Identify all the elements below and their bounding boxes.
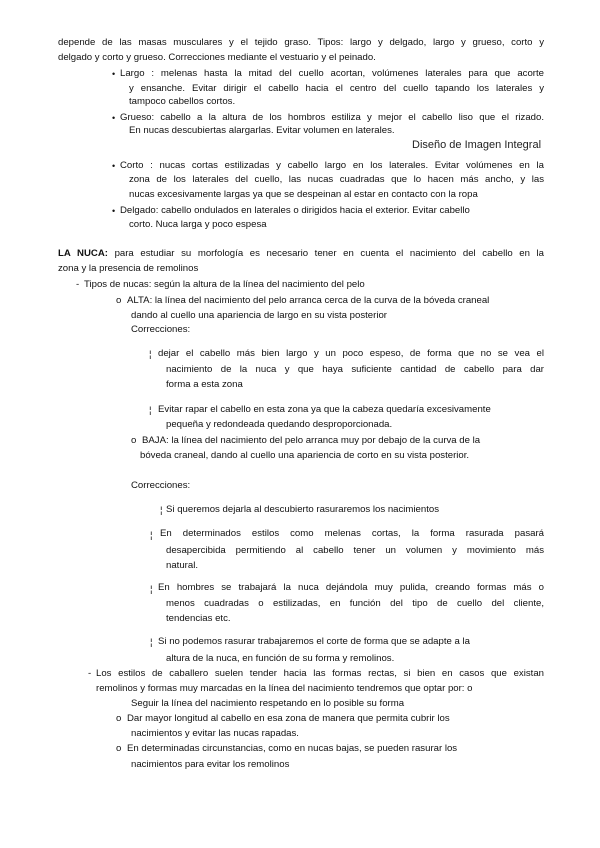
circle-marker: o xyxy=(131,435,137,446)
bullet-marker: • xyxy=(112,161,116,171)
alta-item-1-line-3: forma a esta zona xyxy=(166,379,243,390)
item-marker: ¦ xyxy=(160,505,163,516)
alta-item-1-line-2: nacimiento de la nuca y que haya suficiente cantidad de cabello para dar xyxy=(166,364,544,375)
alta-item-2-line-2: pequeña y redondeada quedando desproporcionada. xyxy=(166,419,393,430)
bullet-marker: • xyxy=(112,113,116,123)
nuca-title: LA NUCA: xyxy=(58,248,108,259)
item-marker: ¦ xyxy=(150,584,153,595)
caballero-item-2-line-1: En determinadas circunstancias, como en nucas bajas, se pueden rasurar los xyxy=(127,743,458,754)
alta-item-2-line-1: Evitar rapar el cabello en esta zona ya que la cabeza quedaría excesivamente xyxy=(158,404,491,415)
tipo-largo-line-1: Largo : melenas hasta la mitad del cuello acortan, volúmenes laterales para que acorte xyxy=(120,68,544,79)
caballero-line-3: Seguir la línea del nacimiento respetando en lo posible su forma xyxy=(131,698,405,709)
caballero-item-1-line-1: Dar mayor longitud al cabello en esa zona de manera que permita cubrir los xyxy=(127,713,450,724)
caballero-item-1-line-2: nacimientos y evitar las nucas rapadas. xyxy=(131,728,299,739)
baja-item-1-line-1: Si queremos dejarla al descubierto rasuraremos los nacimientos xyxy=(166,504,440,515)
item-marker: ¦ xyxy=(149,349,152,360)
alta-item-1-line-1: dejar el cabello más bien largo y un poco espeso, de forma que no se vea el xyxy=(158,348,544,359)
baja-item-4-line-1: Si no podemos rasurar trabajaremos el corte de forma que se adapte a la xyxy=(158,636,470,647)
baja-item-2-line-1: En determinados estilos como melenas cortas, la forma rasurada pasará xyxy=(160,528,544,539)
baja-item-3-line-1: En hombres se trabajará la nuca dejándola muy pulida, creando formas más o xyxy=(158,582,544,593)
nuca-intro-line-2: zona y la presencia de remolinos xyxy=(58,263,199,274)
dash-marker: - xyxy=(88,668,92,679)
caballero-line-2: remolinos y formas muy marcadas en la línea del nacimiento tendremos que optar por: o xyxy=(96,683,473,694)
alta-line-1: ALTA: la línea del nacimiento del pelo arranca cerca de la curva de la bóveda craneal xyxy=(127,295,490,306)
tipo-corto-line-3: nucas excesivamente largas ya que se despeinan al estar en contacto con la ropa xyxy=(129,189,478,200)
baja-item-4-line-2: altura de la nuca, en función de su forma y remolinos. xyxy=(166,653,395,664)
tipo-grueso-line-1: Grueso: cabello a la altura de los hombros estiliza y mejor el cabello liso que el rizado. xyxy=(120,112,544,123)
baja-item-2-line-3: natural. xyxy=(166,560,198,571)
alta-line-2: dando al cuello una apariencia de largo en su vista posterior xyxy=(131,310,388,321)
bullet-marker: • xyxy=(112,69,116,79)
tipo-delgado-line-1: Delgado: cabello ondulados en laterales o dirigidos hacia el exterior. Evitar cabello xyxy=(120,205,470,216)
tipo-largo-line-3: tampoco cabellos cortos. xyxy=(129,96,236,107)
tipo-corto-line-2: zona de los laterales del cuello, las nucas cuadradas que lo hacen más ancho, y las xyxy=(129,174,544,185)
circle-marker: o xyxy=(116,743,122,754)
page-header-title: Diseño de Imagen Integral xyxy=(412,139,542,151)
tipo-grueso-line-2: En nucas descubiertas alargarlas. Evitar volumen en laterales. xyxy=(129,125,395,136)
caballero-item-2-line-2: nacimientos para evitar los remolinos xyxy=(131,759,290,770)
baja-item-2-line-2: desapercibida permitiendo al cabello tener un volumen y movimiento más xyxy=(166,545,544,556)
item-marker: ¦ xyxy=(150,637,153,648)
tipo-corto-line-1: Corto : nucas cortas estilizadas y cabello largo en los laterales. Evitar volúmenes en la xyxy=(120,160,544,171)
baja-line-1: BAJA: la línea del nacimiento del pelo arranca muy por debajo de la curva de la xyxy=(142,435,481,446)
intro-line-2: delgado y corto y grueso. Correcciones mediante el vestuario y el peinado. xyxy=(58,52,376,63)
nuca-intro-line-1 xyxy=(58,248,544,260)
dash-marker: - xyxy=(76,279,80,290)
baja-item-3-line-2: menos cuadradas o estilizadas, en función del tipo de cuello del cliente, xyxy=(166,598,544,609)
baja-correcciones-label: Correcciones: xyxy=(131,480,191,491)
alta-correcciones-label: Correcciones: xyxy=(131,324,191,335)
baja-item-3-line-3: tendencias etc. xyxy=(166,613,231,624)
intro-line-1: depende de las masas musculares y el tejido graso. Tipos: largo y delgado, largo y grueso, corto y xyxy=(58,37,544,48)
tipos-nucas-subtitle: Tipos de nucas: según la altura de la línea del nacimiento del pelo xyxy=(84,279,365,290)
bullet-marker: • xyxy=(112,206,116,216)
tipo-largo-line-2: y ensanche. Evitar dirigir el cabello hacia el centro del cuello tapando los laterales y xyxy=(129,83,544,94)
caballero-line-1: Los estilos de caballero suelen tender hacia las formas rectas, si bien en casos que existan xyxy=(96,668,544,679)
circle-marker: o xyxy=(116,713,122,724)
item-marker: ¦ xyxy=(149,405,152,416)
baja-line-2: bóveda craneal, dando al cuello una apariencia de corto en su vista posterior. xyxy=(140,450,470,461)
tipo-delgado-line-2: corto. Nuca larga y poco espesa xyxy=(129,219,267,230)
circle-marker: o xyxy=(116,295,122,306)
nuca-intro-text: para estudiar su morfología es necesario tener en cuenta el nacimiento del cabello en la xyxy=(114,248,545,259)
item-marker: ¦ xyxy=(150,530,153,541)
